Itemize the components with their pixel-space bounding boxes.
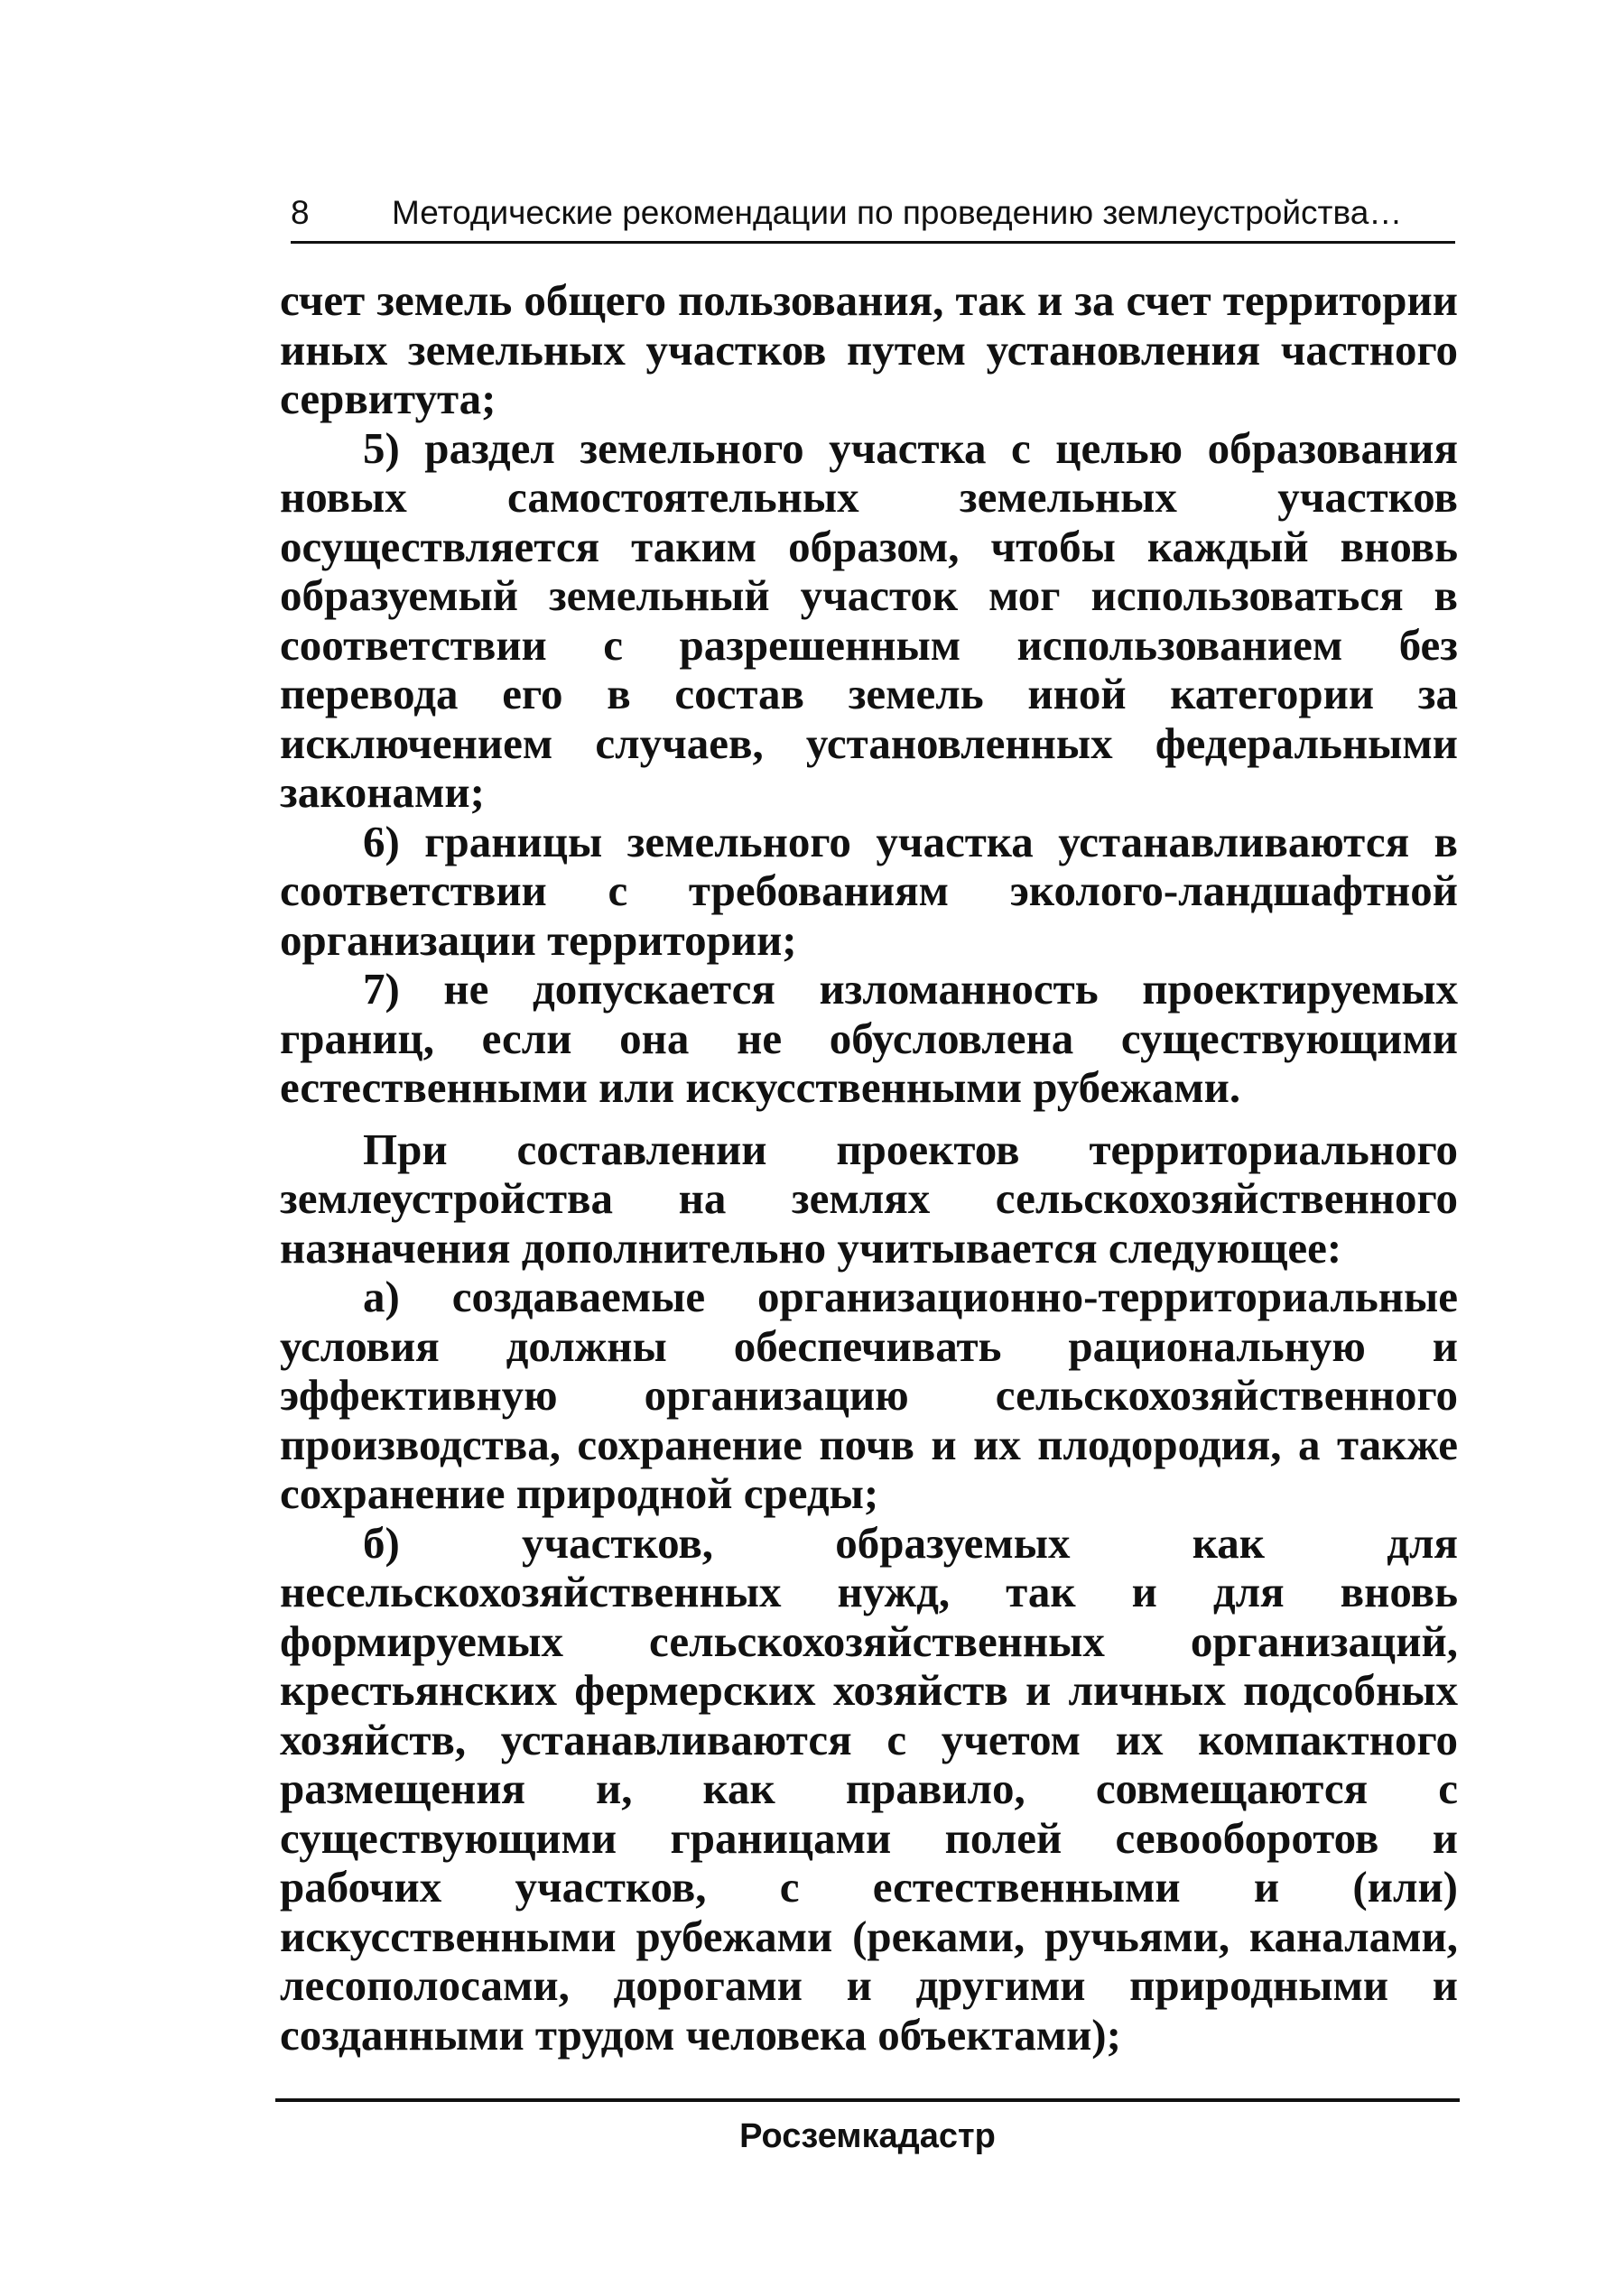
paragraph-item-b: б) участков, образуемых как для несельскохозяйственных нужд, так и для вновь формируемых сельскохозяйственных организаций, крестьянских фермерских хозяйств и личных подсобных хозяйств, устанавливаются с учетом их компактного размещения и, как правило, совмещаются с существующими границами полей севооборотов и рабочих участков, с естественными и (или) искусственными рубежами (реками, ручьями, каналами, лесополосами, дорогами и другими природными и созданными трудом человека объектами);: [280, 1517, 1458, 2060]
paragraph-agricultural-intro: При составлении проектов территориального землеустройства на землях сельскохозяйственного назначения дополнительно учитывается следующее:: [280, 1124, 1458, 1273]
running-header: [291, 185, 1455, 244]
body-text: [280, 276, 1458, 2060]
paragraph-continuation: счет земель общего пользования, так и за счет территории иных земельных участков путем установления частного сервитута;: [280, 275, 1458, 423]
footer-divider: [275, 2098, 1460, 2102]
paragraph-item-a: а) создаваемые организационно-территориальные условия должны обеспечивать рациональную и эффективную организацию сельскохозяйственного производства, сохранение почв и их плодородия, а также сохранение природной среды;: [280, 1272, 1458, 1518]
paragraph-item-7: 7) не допускается изломанность проектируемых границ, если она не обусловлена существующими естественными или искусственными рубежами.: [280, 964, 1458, 1112]
footer-publisher: Росземкадастр: [739, 2117, 996, 2155]
paragraph-item-6: 6) границы земельного участка устанавливаются в соответствии с требованиям эколого-ландшафтной организации территории;: [280, 816, 1458, 965]
paragraph-item-5: 5) раздел земельного участка с целью образования новых самостоятельных земельных участков осуществляется таким образом, чтобы каждый вновь образуемый земельный участок мог использоваться в соответствии с разрешенным использованием без перевода его в состав земель иной категории за исключением случаев, установленных федеральными законами;: [280, 422, 1458, 817]
running-title: Методические рекомендации по проведению землеустройства…: [392, 194, 1403, 231]
page-number: 8: [291, 194, 310, 231]
